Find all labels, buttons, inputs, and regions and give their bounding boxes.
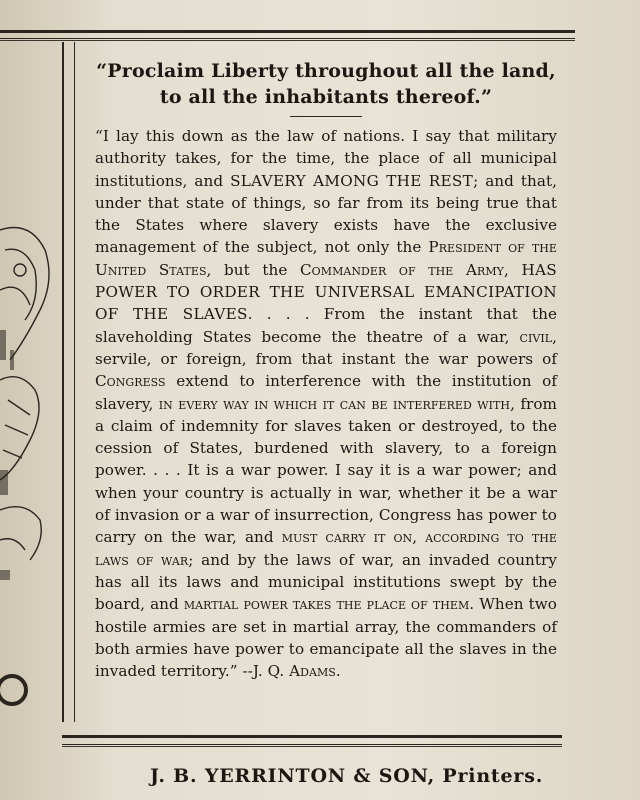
quote-segment: , but the	[206, 260, 301, 279]
quote-segment: . When two hostile armies are set in martial array, the commanders of both armies have power to emancipate all the slaves in the invaded territory.”	[95, 595, 557, 681]
column-rule-left	[62, 42, 64, 722]
quote-segment: . . . . From the instant that the slaveholding States become the theatre of a war,	[95, 305, 558, 346]
quote-segment: ; and by the laws of war, an invaded country has all its laws and municipal institutions swept by the board, and	[95, 550, 557, 614]
quote-segment: , servile, or foreign, from that instant the war powers of	[95, 327, 557, 368]
quote-segment: must carry it on, according to the laws of war	[95, 528, 558, 569]
printers-imprint: J. B. YERRINTON & SON, Printers.	[150, 765, 544, 787]
quote-segment: , from a claim of indemnity for slaves taken or destroyed, to the cession of States, burdened with slavery, to a foreign power. . . . It is a war power. I say it is a war power; and when your country is actually in war, whether it be a war of invasion or a war of insurrection, Congress has power to carry on the war, and	[95, 394, 557, 547]
quote-segment: in every way in which it can be interfered with	[158, 394, 511, 413]
quote-attribution: --J. Q. Adams.	[242, 662, 341, 681]
masthead-engraving-fragment	[0, 210, 60, 730]
quote-segment: Congress	[95, 372, 166, 391]
quote-body	[95, 127, 557, 680]
column-rule-inner	[74, 42, 75, 722]
quote-segment: HAS POWER TO ORDER THE UNIVERSAL EMANCIPATION OF THE SLAVES	[95, 260, 557, 324]
headline-divider	[290, 116, 362, 117]
quote-segment: ; and that, under that state of things, so far from its being true that the States where slavery exists have the exclusive management of the subject, not only the	[95, 171, 557, 257]
quote-segment: SLAVERY AMONG THE REST	[230, 171, 474, 190]
quote-segment: Commander of the Army	[300, 260, 504, 279]
quote-segment: President of the United States	[95, 238, 557, 279]
quote-segment: civil	[519, 327, 553, 346]
headline: “Proclaim Liberty throughout all the land, to all the inhabitants thereof.”	[96, 60, 556, 108]
quote-segment: extend to interference with the institution of slavery,	[95, 372, 557, 413]
quote-segment: “I lay this down as the law of nations. I say that military authority takes, for the time, the place of all municipal institutions, and	[95, 127, 557, 190]
bottom-thin-rule	[62, 746, 562, 747]
quote-column	[95, 58, 557, 682]
bottom-double-rule	[62, 735, 562, 745]
quote-segment: martial power takes the place of them	[183, 595, 470, 614]
quote-segment: ,	[503, 260, 522, 279]
quote-text	[95, 125, 557, 682]
top-double-rule	[0, 30, 575, 39]
top-thin-rule	[0, 40, 575, 41]
